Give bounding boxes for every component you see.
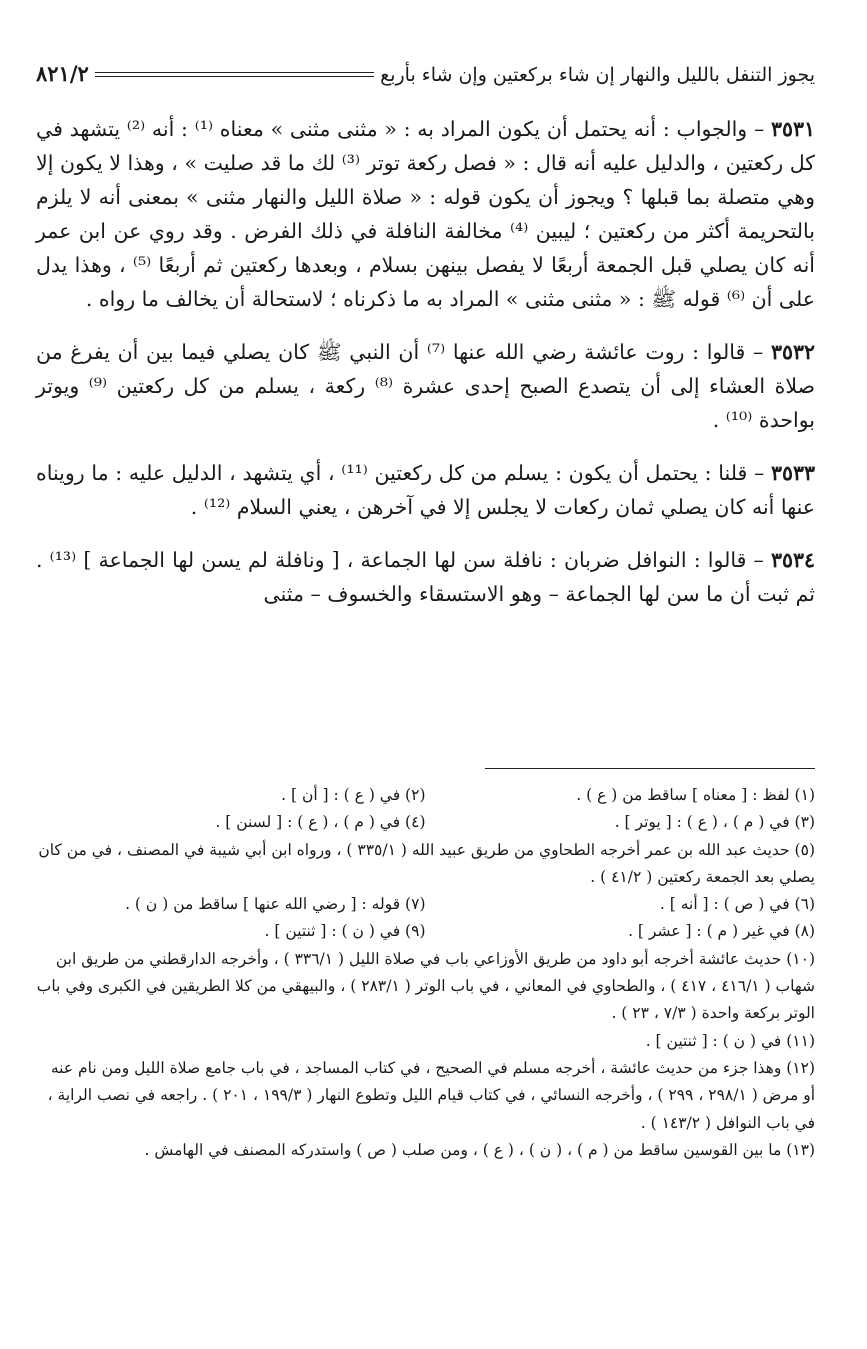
footnote-2: (٢) في ( ع ) : [ أن ] .	[281, 786, 426, 804]
paragraph-text: – قلنا : يحتمل أن يكون : يسلم من كل ركعتين ⁽¹¹⁾ ، أي يتشهد ، الدليل عليه : ما رويناه عنها أنه كان يصلي ثمان ركعات لا يجلس إلا في آخرهن ، يعني السلام ⁽¹²⁾ .	[36, 461, 815, 519]
paragraph-text: – قالوا : روت عائشة رضي الله عنها ⁽⁷⁾ أن النبي ﷺ كان يصلي فيما بين أن يفرغ من صلاة العشاء إلى أن يتصدع الصبح إحدى عشرة ⁽⁸⁾ ركعة ، يسلم من كل ركعتين ⁽⁹⁾ ويوتر بواحدة ⁽¹⁰⁾ .	[36, 340, 815, 432]
footnote-divider	[485, 768, 815, 769]
footnote-1: (١) لفظ : [ معناه ] ساقط من ( ع ) .	[576, 786, 815, 804]
paragraph-3532	[36, 335, 815, 437]
footnote-11: (١١) في ( ن ) : [ ثنتين ] .	[645, 1031, 815, 1050]
footnote-row	[36, 809, 815, 836]
header-title: يجوز التنفل بالليل والنهار إن شاء بركعتين وإن شاء بأربع	[380, 64, 815, 86]
paragraph-text: – والجواب : أنه يحتمل أن يكون المراد به : « مثنى مثنى » معناه ⁽¹⁾ : أنه ⁽²⁾ يتشهد في كل ركعتين ، والدليل عليه أنه قال : « فصل ركعة توتر ⁽³⁾ لك ما قد صليت » ، وهذا لا يكون إلا وهي متصلة بما قبلها ؟ ويجوز أن يكون قوله : « صلاة الليل والنهار مثنى » بمعنى أنه لا يلزم بالتحريمة أكثر من ركعتين ؛ ليبين ⁽⁴⁾ مخالفة النافلة في ذلك الفرض . وقد روي عن ابن عمر أنه كان يصلي قبل الجمعة أربعًا لا يفصل بينهن بسلام ، وبعدها ركعتين ثم أربعًا ⁽⁵⁾ ، وهذا يدل على أن ⁽⁶⁾ قوله ﷺ : « مثنى مثنى » المراد به ما ذكرناه ؛ لاستحالة أن يخالف ما رواه .	[36, 117, 815, 311]
header-rule	[95, 72, 374, 77]
paragraph-3533	[36, 456, 815, 524]
page-number: ٨٢١/٢	[36, 61, 89, 86]
footnote-5: (٥) حديث عبد الله بن عمر أخرجه الطحاوي من طريق عبيد الله ( ٣٣٥/١ ) ، ورواه ابن أبي شيبة في المصنف ، في من كان يصلي بعد الجمعة ركعتين ( ٤١/٢ ) .	[38, 840, 815, 886]
book-page	[36, 0, 815, 1349]
paragraph-text: – قالوا : النوافل ضربان : نافلة سن لها الجماعة ، [ ونافلة لم يسن لها الجماعة ] ⁽¹³⁾ . ثم ثبت أن ما سن لها الجماعة – وهو الاستسقاء والخسوف – مثنى	[36, 548, 815, 606]
footnote-9: (٩) في ( ن ) : [ ثنتين ] .	[264, 922, 426, 941]
footnote-row	[36, 891, 815, 918]
footnote-8: (٨) في غير ( م ) : [ عشر ] .	[628, 922, 815, 941]
footnote-6: (٦) في ( ص ) : [ أنه ] .	[659, 895, 815, 914]
running-header	[36, 50, 815, 86]
paragraph-number: ٣٥٣٤	[770, 548, 815, 572]
footnote-row	[36, 918, 815, 945]
footnote-12: (١٢) وهذا جزء من حديث عائشة ، أخرجه مسلم في الصحيح ، في كتاب المساجد ، في باب جامع صلاة الليل ومن نام عنه أو مرض ( ٢٩٨/١ ، ٢٩٩ ) ، وأخرجه النسائي ، في كتاب قيام الليل وتطوع النهار ( ١٩٩/٣ ، ٢٠١ ) . راجعه في نصب الراية ، في باب النوافل ( ١٤٣/٢ ) .	[47, 1058, 815, 1132]
footnote-7: (٧) قوله : [ رضي الله عنها ] ساقط من ( ن ) .	[125, 895, 426, 914]
paragraph-number: ٣٥٣٢	[770, 340, 815, 364]
footnote-row	[36, 782, 815, 809]
paragraph-3534	[36, 543, 815, 611]
paragraph-number: ٣٥٣١	[770, 117, 816, 141]
footnote-4: (٤) في ( م ) ، ( ع ) : [ لسنن ] .	[215, 813, 426, 832]
footnote-13: (١٣) ما بين القوسين ساقط من ( م ) ، ( ن ) ، ( ع ) ، ومن صلب ( ص ) واستدركه المصنف في الهامش .	[144, 1140, 815, 1159]
paragraph-3531	[36, 112, 815, 316]
footnote-10: (١٠) حديث عائشة أخرجه أبو داود من طريق الأوزاعي باب في صلاة الليل ( ٣٣٦/١ ) ، وأخرجه الدارقطني من طريق ابن شهاب ( ٤١٦/١ ، ٤١٧ ) ، والطحاوي في المعاني ، في باب الوتر ( ٢٨٣/١ ) ، والبيهقي من كلا الطريقين في الكبرى وفي باب الوتر بركعة واحدة ( ٧/٣ ، ٢٣ ) .	[36, 949, 815, 1023]
paragraph-number: ٣٥٣٣	[770, 461, 815, 485]
main-text	[36, 112, 815, 630]
footnotes	[36, 782, 815, 1164]
footnote-3: (٣) في ( م ) ، ( ع ) : [ يوتر ] .	[614, 813, 815, 832]
